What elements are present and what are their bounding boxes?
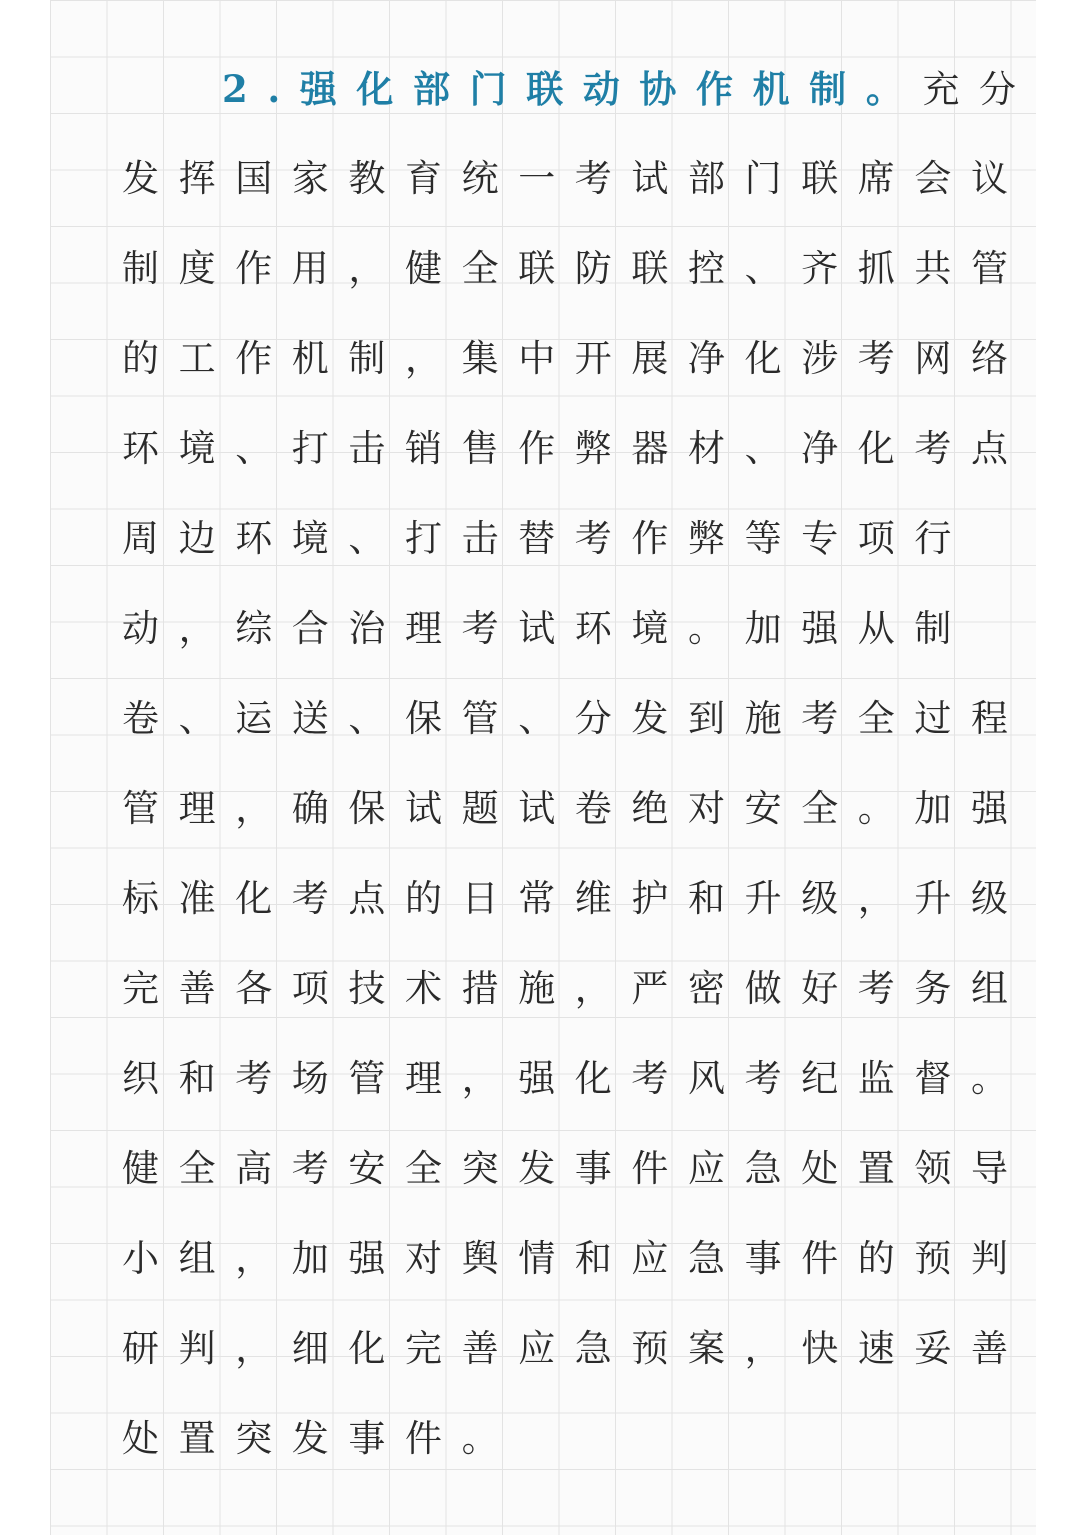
- text-line-10: 标准化考点的日常维护和升级，升级: [122, 877, 1028, 920]
- text-line-6: 周边环境、打击替考作弊等专项行: [122, 517, 971, 560]
- text-line-11: 完善各项技术措施，严密做好考务组: [122, 967, 1028, 1010]
- text-line-1: [122, 44, 1036, 134]
- text-line-9: 管理，确保试题试卷绝对安全。加强: [122, 787, 1028, 830]
- text-line-16: 处置突发事件。: [122, 1417, 519, 1460]
- text-line-8: 卷、运送、保管、分发到施考全过程: [122, 697, 1028, 740]
- text-line-4: 的工作机制，集中开展净化涉考网络: [122, 337, 1028, 380]
- text-line-7: 动，综合治理考试环境。加强从制: [122, 607, 971, 650]
- text-line-1-body: 充分: [922, 68, 1036, 111]
- text-line-13: 健全高考安全突发事件应急处置领导: [122, 1147, 1028, 1190]
- text-line-3: 制度作用，健全联防联控、齐抓共管: [122, 247, 1028, 290]
- text-line-12: 织和考场管理，强化考风考纪监督。: [122, 1057, 1028, 1100]
- text-line-2: 发挥国家教育统一考试部门联席会议: [122, 157, 1028, 200]
- text-line-5: 环境、打击销售作弊器材、净化考点: [122, 427, 1028, 470]
- text-line-14: 小组，加强对舆情和应急事件的预判: [122, 1237, 1028, 1280]
- handwritten-paragraph: [122, 44, 1036, 1484]
- section-heading: 2.强化部门联动协作机制。: [222, 67, 923, 111]
- text-line-15: 研判，细化完善应急预案，快速妥善: [122, 1327, 1028, 1370]
